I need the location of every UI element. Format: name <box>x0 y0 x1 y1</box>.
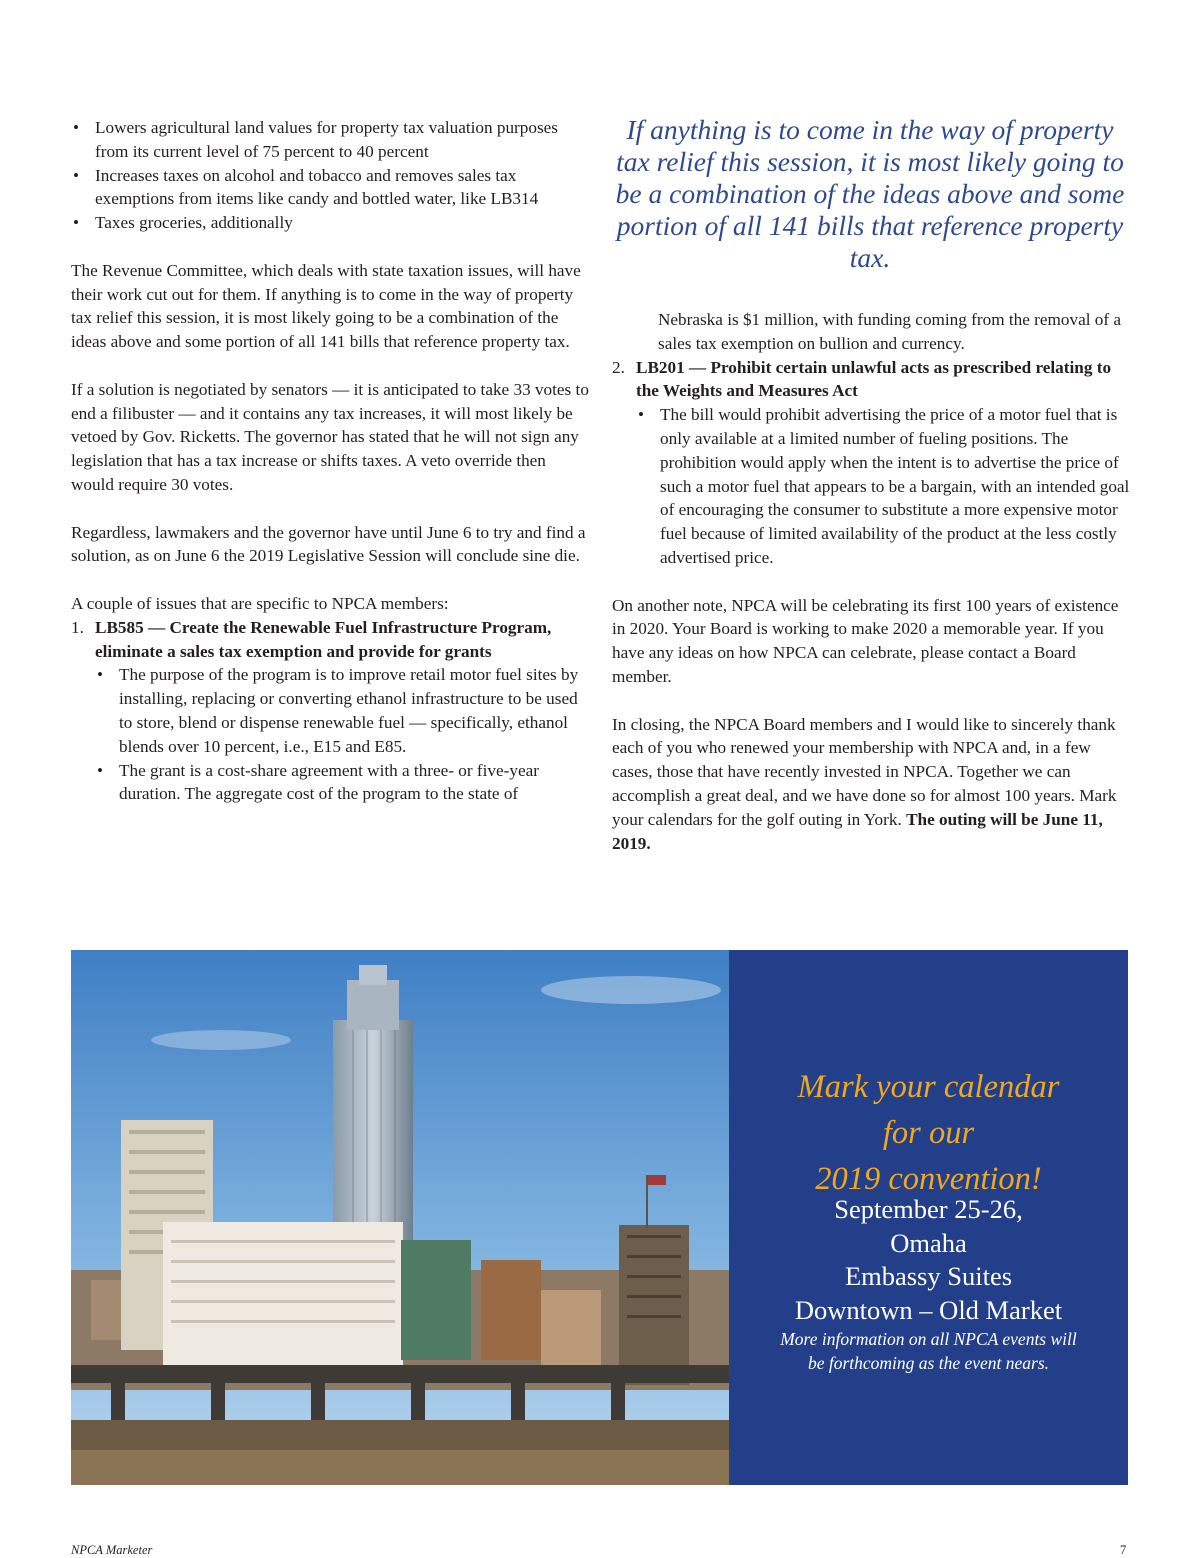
issues-intro: A couple of issues that are specific to NPCA members: <box>71 593 449 613</box>
list-item: • The purpose of the program is to improve retail motor fuel sites by installing, replacing or converting ethanol infrastructure to be used to store, blend or dispense renewable fuel — specifically, ethanol blends over 10 percent, i.e., E15 and E85. <box>95 663 591 758</box>
left-column <box>71 116 591 830</box>
closing-paragraph <box>612 713 1132 856</box>
list-item: • The bill would prohibit advertising the price of a motor fuel that is only available at a limited number of fueling positions. The prohibition would apply when the intent is to advertise the price of such a motor fuel that appears to be a bargain, with an intended goal of encouraging the consumer to substitute a more expensive motor fuel because of limited availability of the product at the less costly advertised price. <box>636 403 1132 570</box>
issue-bullet-list <box>636 403 1132 570</box>
issue-item-lb201 <box>612 356 1132 570</box>
list-item: • Lowers agricultural land values for property tax valuation purposes from its current level of 75 percent to 40 percent <box>71 116 591 164</box>
pull-quote: If anything is to come in the way of property tax relief this session, it is most likely going to be a combination of the ideas above and some portion of all 141 bills that reference property tax. <box>615 114 1125 273</box>
page-number: 7 <box>1120 1543 1127 1557</box>
golf-outing-date: The outing will be June 11, 2019. <box>612 809 1103 853</box>
issues-list <box>71 616 591 806</box>
issue-title: LB585 — Create the Renewable Fuel Infrastructure Program, eliminate a sales tax exemption and provide for grants <box>95 617 552 661</box>
omaha-skyline-photo <box>71 950 729 1485</box>
issue-title: LB201 — Prohibit certain unlawful acts as prescribed relating to the Weights and Measures Act <box>636 357 1112 401</box>
promo-venue: Embassy Suites <box>844 1261 1013 1291</box>
issue-item-lb585 <box>71 616 591 806</box>
promo-city: Omaha <box>890 1227 967 1258</box>
promo-note-line: More information on all NPCA events will <box>780 1329 1077 1349</box>
deadline-paragraph: Regardless, lawmakers and the governor have until June 6 to try and find a solution, as on June 6 the 2019 Legislative Session will conclude sine die. <box>71 522 586 566</box>
list-item: • Taxes groceries, additionally <box>71 211 591 235</box>
issue-bullet-list <box>95 663 591 806</box>
promo-note-line: be forthcoming as the event nears. <box>807 1352 1050 1373</box>
closing-text: In closing, the NPCA Board members and I would like to sincerely thank each of you who renewed your membership with NPCA and, in a few cases, those that have recently invested in NPCA. Together we can accomplish a great deal, and we have done so for almost 100 years. Mark your calendars for the golf outing in York. <box>612 714 1117 829</box>
promo-headline <box>729 1064 1128 1202</box>
promo-headline-line: Mark your calendar <box>797 1069 1060 1105</box>
right-column <box>612 308 1132 879</box>
convention-promo <box>729 950 1128 1485</box>
promo-headline-line: for our <box>882 1115 975 1151</box>
promo-date: September 25-26, <box>834 1194 1023 1224</box>
promo-headline-line: 2019 convention! <box>815 1161 1042 1197</box>
issue-number: 1. <box>71 617 84 637</box>
valuation-bullet-list <box>71 116 591 235</box>
list-item: • The grant is a cost-share agreement with a three- or five-year duration. The aggregate cost of the program to the state of <box>95 759 591 807</box>
revenue-committee-paragraph: The Revenue Committee, which deals with state taxation issues, will have their work cut out for them. If anything is to come in the way of property tax relief this session, it is most likely going to be a combination of the ideas above and some portion of all 141 bills that reference property tax. <box>71 260 581 352</box>
promo-location: Downtown – Old Market <box>794 1294 1063 1325</box>
promo-details <box>729 1193 1128 1327</box>
filibuster-paragraph: If a solution is negotiated by senators — it is anticipated to take 33 votes to end a filibuster — and it contains any tax increases, it will most likely be vetoed by Gov. Ricketts. The governor has stated that he will not sign any legislation that has a tax increase or shifts taxes. A veto override then would require 30 votes. <box>71 379 589 494</box>
issue-number: 2. <box>612 357 625 377</box>
continued-text: Nebraska is $1 million, with funding coming from the removal of a sales tax exemption on bullion and currency. <box>658 310 1122 353</box>
issues-list-continued <box>612 356 1132 570</box>
promo-note <box>729 1328 1128 1375</box>
publication-name: NPCA Marketer <box>71 1543 153 1557</box>
centennial-paragraph: On another note, NPCA will be celebrating its first 100 years of existence in 2020. Your Board is working to make 2020 a memorable year. If you have any ideas on how NPCA can celebrate, please contact a Board member. <box>612 595 1119 686</box>
list-item: • Increases taxes on alcohol and tobacco and removes sales tax exemptions from items like candy and bottled water, like LB314 <box>71 164 591 212</box>
